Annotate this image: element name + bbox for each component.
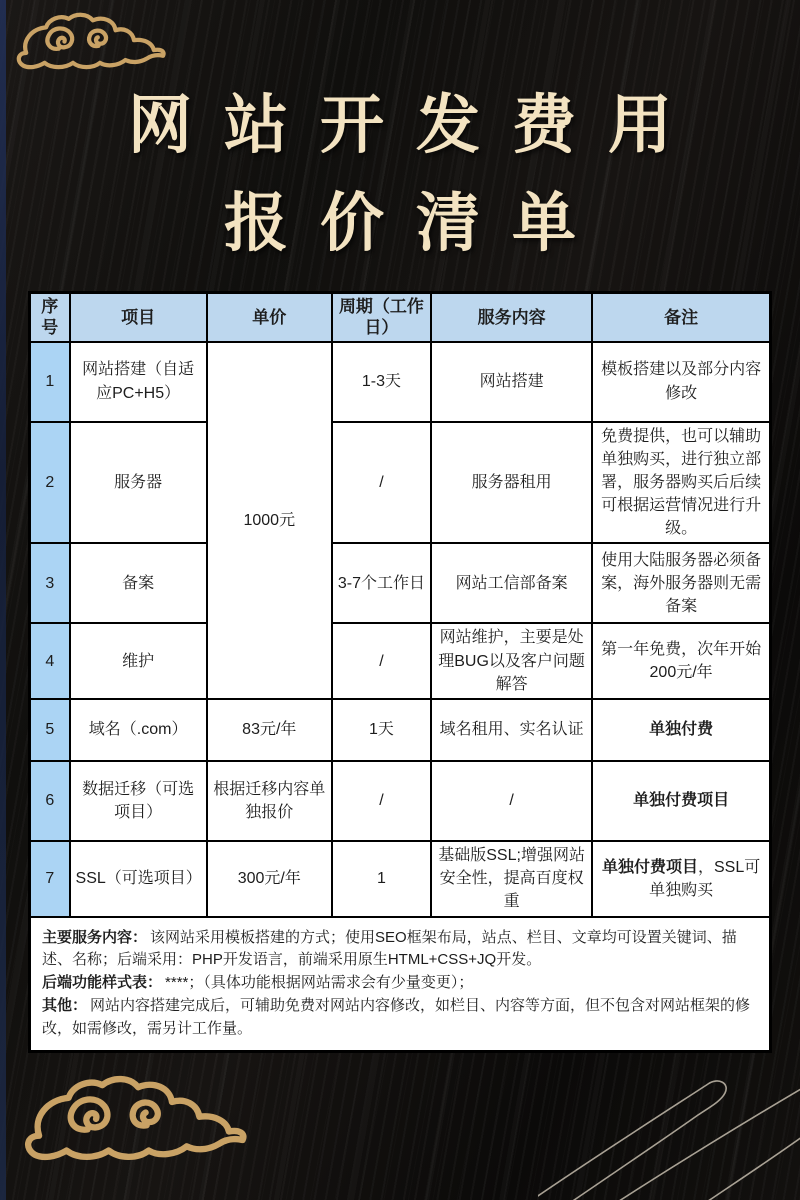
cell-note: 模板搭建以及部分内容修改 [592,342,770,422]
table-row [30,422,771,544]
cell-project: SSL（可选项目） [70,841,207,917]
cell-service: 网站工信部备案 [431,543,592,623]
cell-note: 单独付费项目 [592,761,770,841]
table-row [30,543,771,623]
pricing-table [28,291,772,1053]
table-row [30,841,771,917]
cell-service: 域名租用、实名认证 [431,699,592,761]
header-note: 备注 [592,293,770,342]
cell-no: 1 [30,342,70,422]
swoosh-lines-icon [538,1064,800,1200]
cell-unit-price: 根据迁移内容单独报价 [207,761,332,841]
cell-period: 3-7个工作日 [332,543,431,623]
header-project: 项目 [70,293,207,342]
cell-no: 7 [30,841,70,917]
cell-project: 数据迁移（可选项目） [70,761,207,841]
cell-no: 4 [30,623,70,699]
cell-service: 服务器租用 [431,422,592,544]
cell-no: 2 [30,422,70,544]
cell-note: 单独付费项目，SSL可单独购买 [592,841,770,917]
cloud-ornament-icon [18,1066,250,1176]
cell-unit-price: 300元/年 [207,841,332,917]
cell-service: / [431,761,592,841]
cell-project: 域名（.com） [70,699,207,761]
cell-project: 服务器 [70,422,207,544]
cell-project: 维护 [70,623,207,699]
cell-note: 免费提供，也可以辅助单独购买，进行独立部署，服务器购买后后续可根据运营情况进行升级。 [592,422,770,544]
poster-title [0,76,800,272]
table-footnotes-row [30,917,771,1051]
cell-project: 备案 [70,543,207,623]
cell-period: 1-3天 [332,342,431,422]
cell-note: 单独付费 [592,699,770,761]
cell-no: 5 [30,699,70,761]
title-line-1: 网站开发费用 [128,89,704,161]
footnote-other: 其他： 网站内容搭建完成后，可辅助免费对网站内容修改，如栏目、内容等方面，但不包含对网站框架的修改，如需修改，需另计工作量。 [42,996,751,1037]
table-row [30,623,771,699]
cell-no: 3 [30,543,70,623]
footnotes-cell [30,917,771,1051]
cell-project: 网站搭建（自适应PC+H5） [70,342,207,422]
cell-period: / [332,761,431,841]
table-row [30,761,771,841]
cell-period: 1 [332,841,431,917]
header-period: 周期（工作日） [332,293,431,342]
cell-unit-price-merged: 1000元 [207,342,332,700]
cell-service: 网站搭建 [431,342,592,422]
cloud-ornament-icon [12,6,168,80]
table-row [30,342,771,422]
cell-period: / [332,623,431,699]
table-header-row [30,293,771,342]
footnote-main-services: 主要服务内容： 该网站采用模板搭建的方式；使用SEO框架布局，站点、栏目、文章均可设置关键词、描述、名称；后端采用：PHP开发语言，前端采用原生HTML+CSS+JQ开发。 [42,928,737,969]
title-line-2: 报价清单 [224,187,608,259]
cell-unit-price: 83元/年 [207,699,332,761]
header-no: 序号 [30,293,70,342]
header-service: 服务内容 [431,293,592,342]
footnote-backend-styles: 后端功能样式表： ****；（具体功能根据网站需求会有少量变更）； [42,974,474,992]
cell-service: 网站维护，主要是处理BUG以及客户问题解答 [431,623,592,699]
cell-period: 1天 [332,699,431,761]
cell-note: 使用大陆服务器必须备案，海外服务器则无需备案 [592,543,770,623]
header-unit-price: 单价 [207,293,332,342]
cell-period: / [332,422,431,544]
table-row [30,699,771,761]
cell-note: 第一年免费，次年开始200元/年 [592,623,770,699]
cell-service: 基础版SSL;增强网站安全性，提高百度权重 [431,841,592,917]
cell-no: 6 [30,761,70,841]
